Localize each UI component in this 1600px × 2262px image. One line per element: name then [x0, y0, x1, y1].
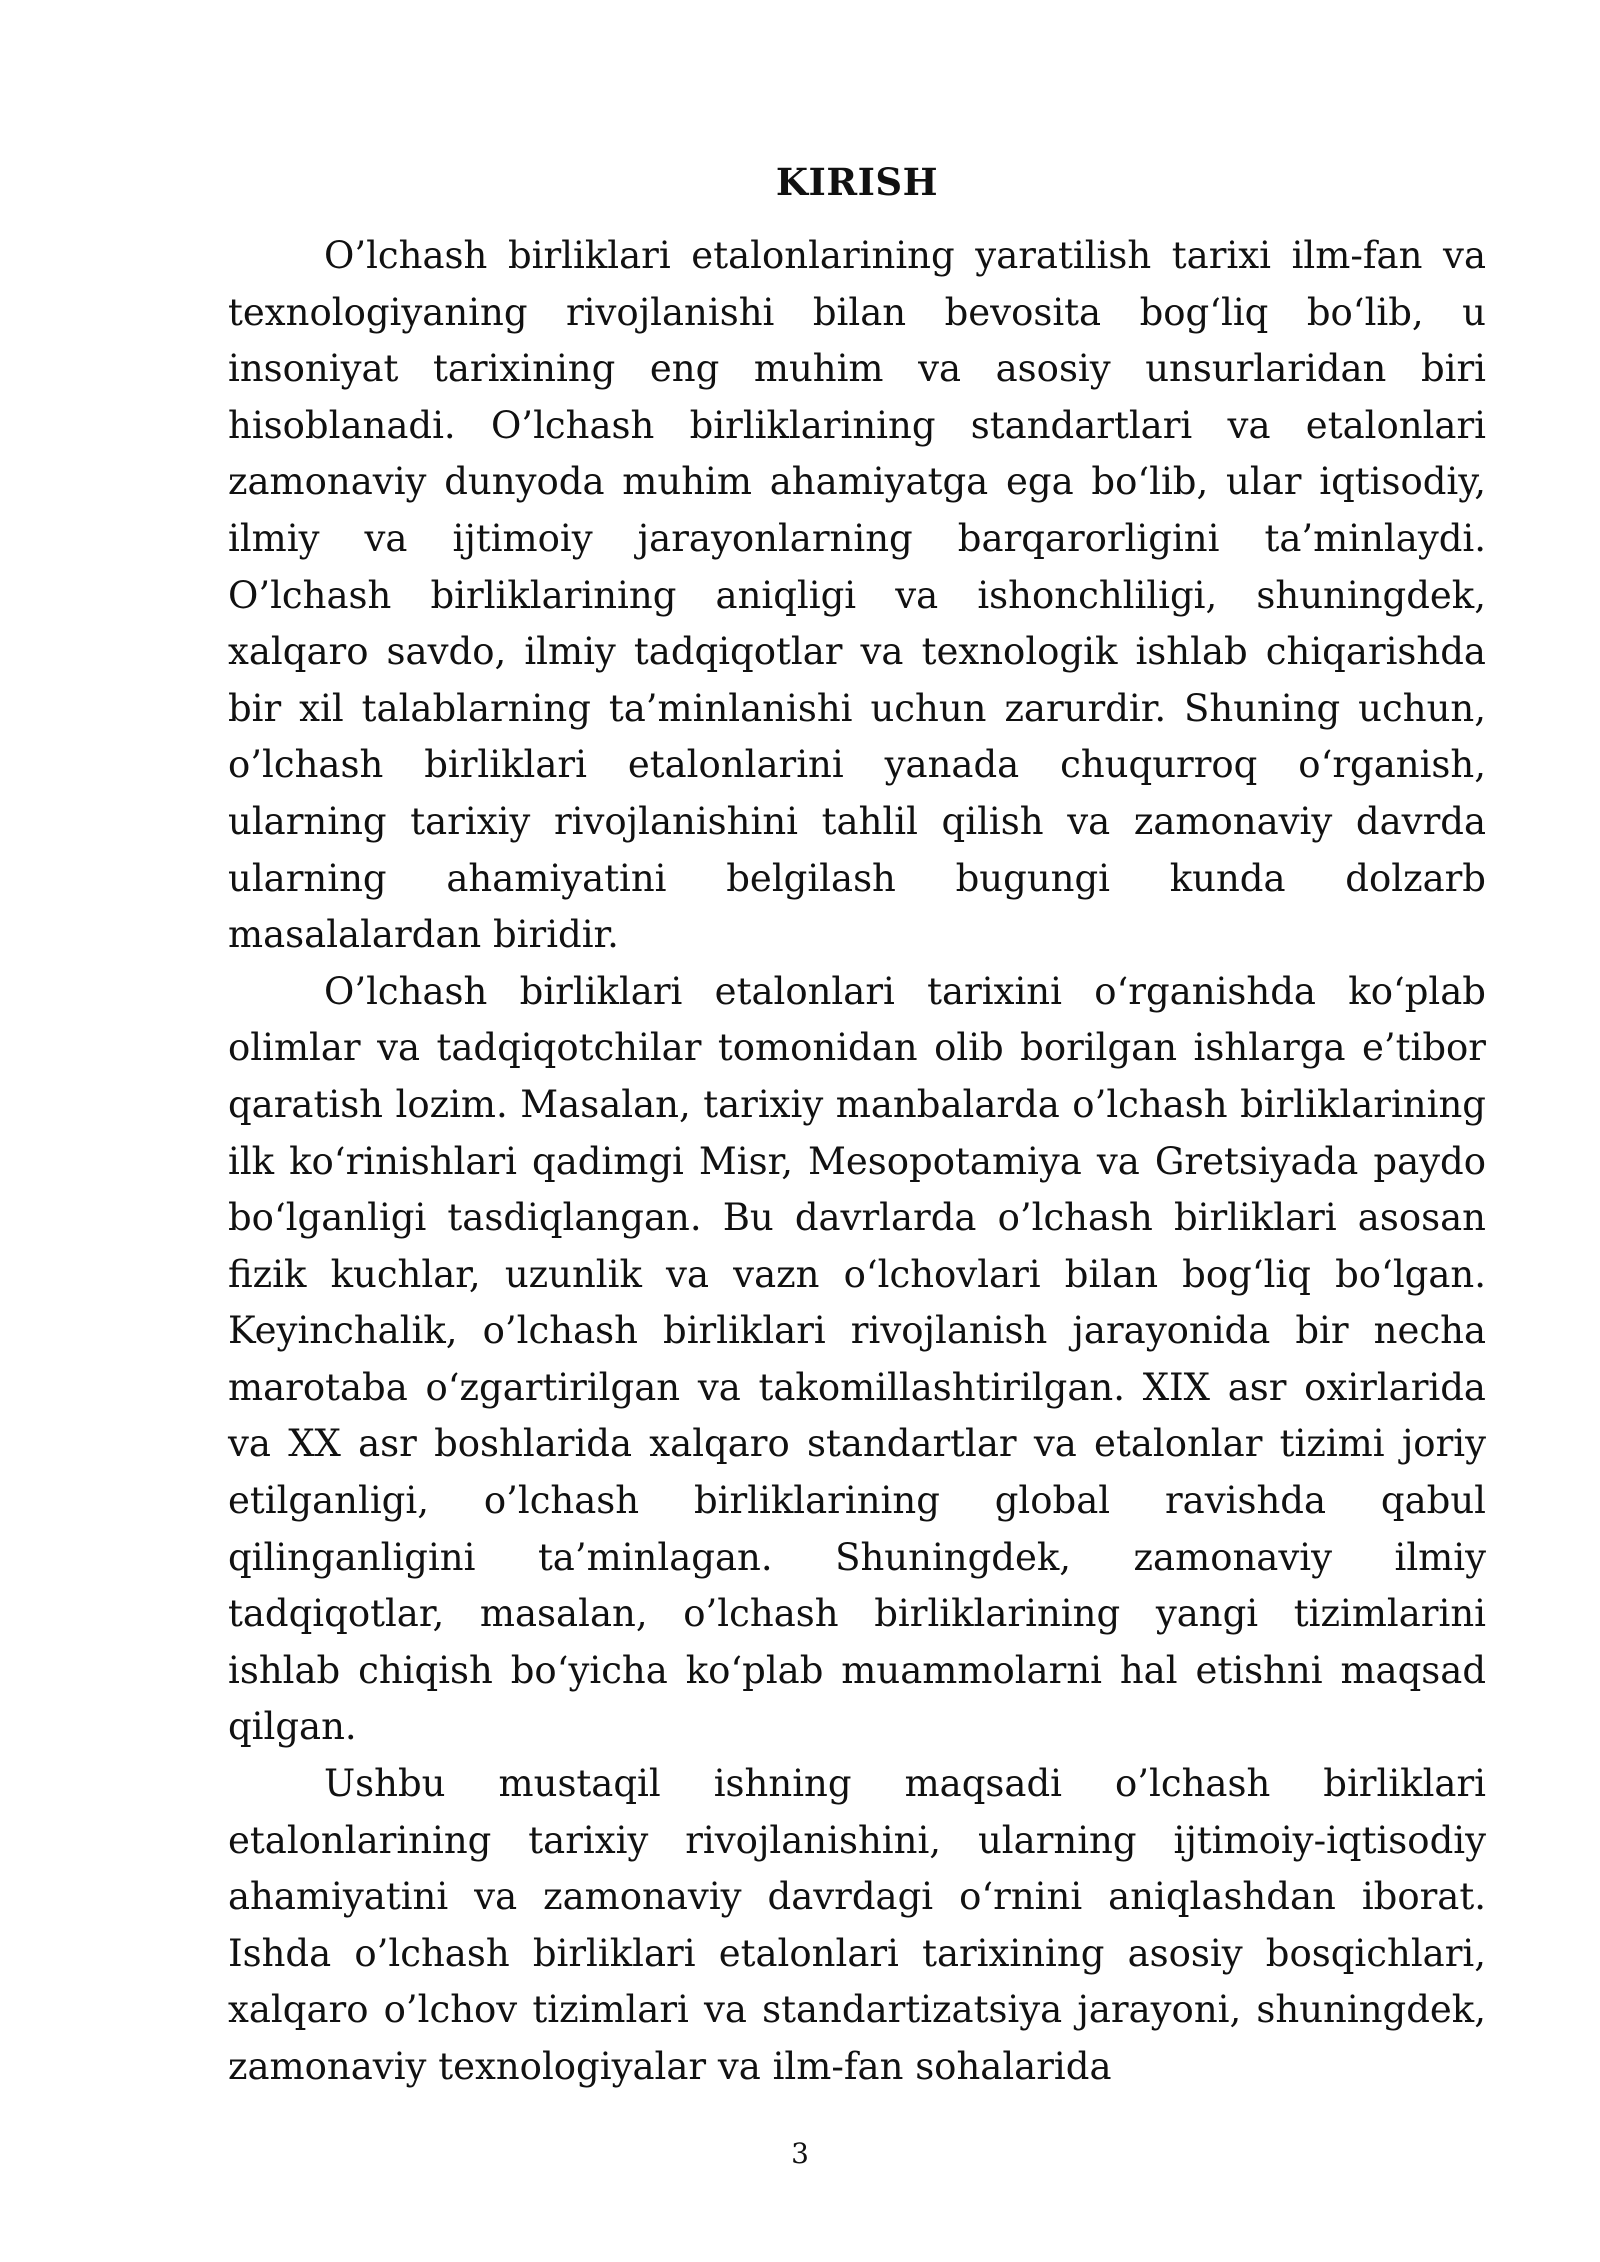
section-heading: KIRISH	[775, 160, 939, 204]
paragraph-2: O’lchash birliklari etalonlari tarixini o‘rganishda ko‘plab olimlar va tadqiqotchilar tomonidan olib borilgan ishlarga e’tibor qaratish lozim. Masalan, tarixiy manbalarda o’lchash birliklarining ilk ko‘rinishlari qadimgi Misr, Mesopotamiya va Gretsiyada paydo bo‘lganligi tasdiqlangan. Bu davrlarda o’lchash birliklari asosan fizik kuchlar, uzunlik va vazn o‘lchovlari bilan bog‘liq bo‘lgan. Keyinchalik, o’lchash birliklari rivojlanish jarayonida bir necha marotaba o‘zgartirilgan va takomillashtirilgan. XIX asr oxirlarida va XX asr boshlarida xalqaro standartlar va etalonlar tizimi joriy etilganligi, o’lchash birliklarining global ravishda qabul qilinganligini ta’minlagan. Shuningdek, zamonaviy ilmiy tadqiqotlar, masalan, o’lchash birliklarining yangi tizimlarini ishlab chiqish bo‘yicha ko‘plab muammolarni hal etishni maqsad qilgan.	[228, 969, 1486, 1749]
paragraph-3: Ushbu mustaqil ishning maqsadi o’lchash birliklari etalonlarining tarixiy rivojlanishini, ularning ijtimoiy-iqtisodiy ahamiyatini va zamonaviy davrdagi o‘rnini aniqlashdan iborat. Ishda o’lchash birliklari etalonlari tarixining asosiy bosqichlari, xalqaro o’lchov tizimlari va standartizatsiya jarayoni, shuningdek, zamonaviy texnologiyalar va ilm-fan sohalarida	[228, 1762, 1486, 2088]
document-page	[228, 160, 1486, 2096]
paragraph-1: O’lchash birliklari etalonlarining yaratilish tarixi ilm-fan va texnologiyaning rivojlanishi bilan bevosita bog‘liq bo‘lib, u insoniyat tarixining eng muhim va asosiy unsurlaridan biri hisoblanadi. O’lchash birliklarining standartlari va etalonlari zamonaviy dunyoda muhim ahamiyatga ega bo‘lib, ular iqtisodiy, ilmiy va ijtimoiy jarayonlarning barqarorligini ta’minlaydi. O’lchash birliklarining aniqligi va ishonchliligi, shuningdek, xalqaro savdo, ilmiy tadqiqotlar va texnologik ishlab chiqarishda bir xil talablarning ta’minlanishi uchun zarurdir. Shuning uchun, o’lchash birliklari etalonlarini yanada chuqurroq o‘rganish, ularning tarixiy rivojlanishini tahlil qilish va zamonaviy davrda ularning ahamiyatini belgilash bugungi kunda dolzarb masalalardan biridir.	[228, 234, 1486, 957]
page-number: 3	[791, 2137, 809, 2170]
